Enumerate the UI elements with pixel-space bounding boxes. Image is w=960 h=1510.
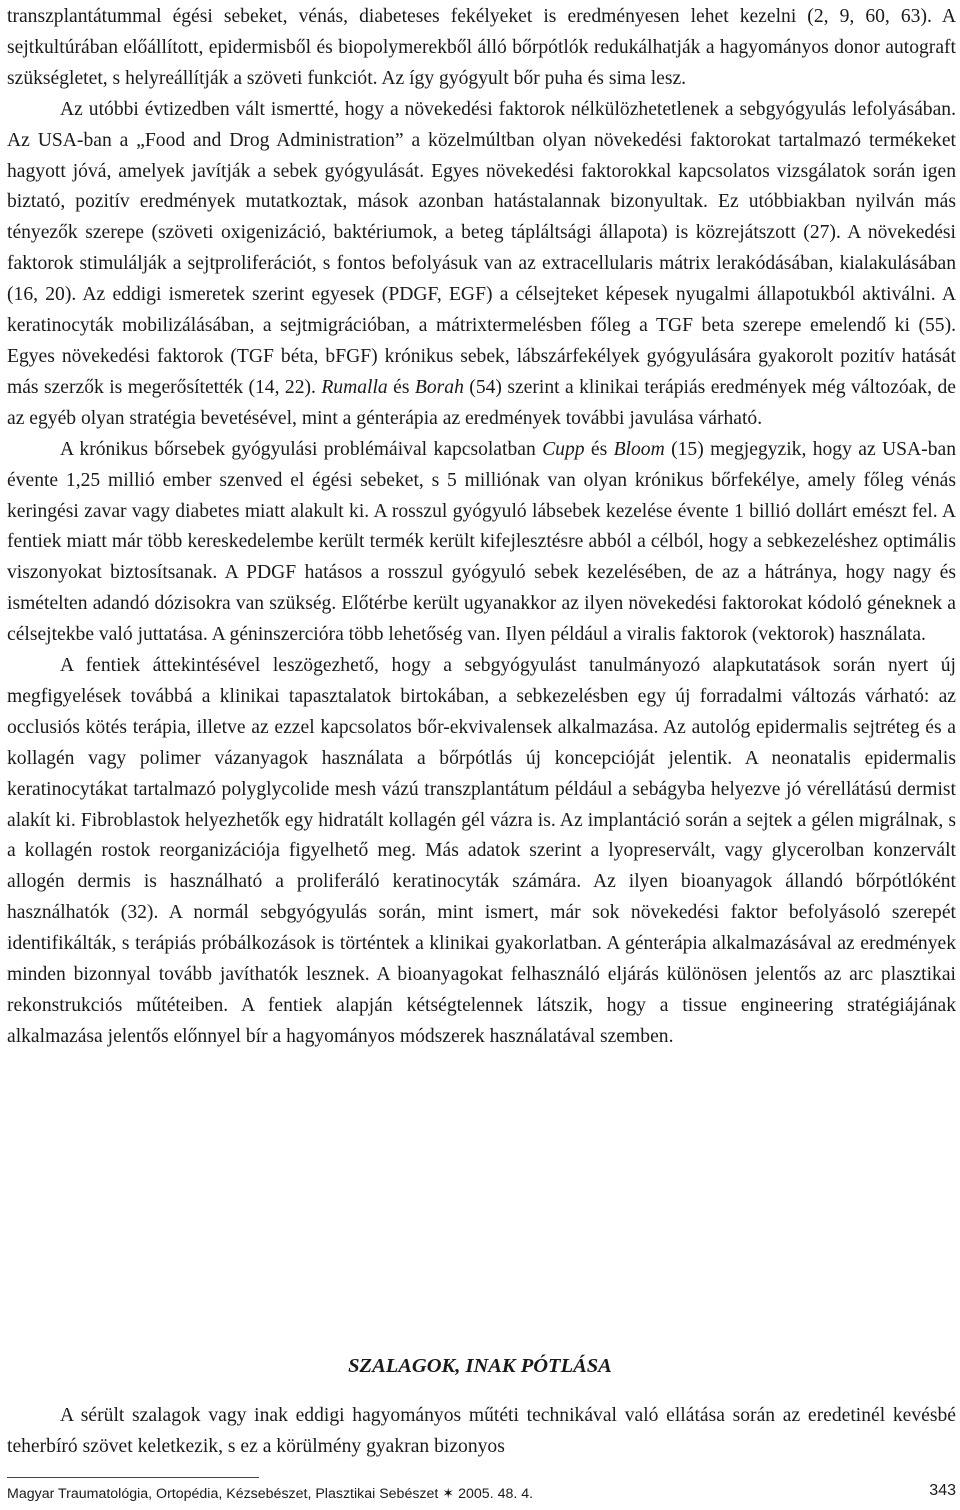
paragraph xyxy=(7,435,956,651)
footer-rule xyxy=(7,1477,259,1478)
paragraph xyxy=(7,2,956,95)
author-name: Cupp xyxy=(542,438,585,460)
author-name: Borah xyxy=(414,376,464,398)
journal-citation: Magyar Traumatológia, Ortopédia, Kézsebészet, Plasztikai Sebészet ✶ 2005. 48. 4. xyxy=(7,1486,534,1502)
page-footer xyxy=(7,1484,956,1506)
section-body xyxy=(7,1401,956,1463)
section-paragraph: A sérült szalagok vagy inak eddigi hagyományos műtéti technikával való ellátása során az eredetinél kevésbé teherbíró szövet keletkezik, s ez a körülmény gyakran bizonyos xyxy=(7,1405,956,1457)
paragraph xyxy=(7,95,956,435)
text-run: A krónikus bőrsebek gyógyulási problémáival kapcsolatban xyxy=(60,438,543,460)
text-run: (15) megjegyzik, hogy az USA-ban évente 1,25 millió ember szenved el égési sebeket, s 5 milliónak van olyan krónikus bőrfekélye, amely főleg vénás keringési zavar vagy diabetes miatt alakult ki. A rosszul gyógyuló lábsebek kezelése évente 1 billió dollárt emészt fel. A fentiek miatt már több kereskedelembe került termék került kifejlesztésre abból a célból, hogy a sebkezeléshez optimális viszonyokat biztosítsanak. A PDGF hatásos a rosszul gyógyuló sebek kezelésében, de az a hátránya, hogy nagy és ismételten adandó dózisokra van szükség. Előtérbe került ugyanakkor az ilyen növekedési faktorokat kódoló géneknek a célsejtekbe való juttatása. A géninszercióra több lehetőség van. Ilyen például a viralis faktorok (vektorok) használata. xyxy=(7,438,956,646)
text-run: (54) szerint a klinikai terápiás eredmények még változóak, de az egyéb olyan stratégia bevetésével, mint a génterápia az eredmények további javulása várható. xyxy=(7,376,956,429)
text-run: és xyxy=(584,438,614,460)
article-body xyxy=(7,2,956,1053)
page-number: 343 xyxy=(929,1482,956,1499)
author-name: Bloom xyxy=(613,438,665,460)
author-name: Rumalla xyxy=(321,376,388,398)
text-run: transzplantátummal égési sebeket, vénás, diabeteses fekélyeket is eredményesen lehet kezelni (2, 9, 60, 63). A sejtkultúrában előállított, epidermisből és biopolymerekből álló bőrpótlók redukálhatják a hagyományos donor autograft szükségletet, s helyreállítják a szöveti funkciót. Az így gyógyult bőr puha és sima lesz. xyxy=(7,6,956,89)
text-run: és xyxy=(387,376,415,398)
text-run: A fentiek áttekintésével leszögezhető, hogy a sebgyógyulást tanulmányozó alapkutatások során nyert új megfigyelések továbbá a klinikai tapasztalatok birtokában, a sebkezelésben egy új forradalmi változás várható: az occlusiós kötés terápia, illetve az ezzel kapcsolatos bőr-ekvivalensek alkalmazása. Az autológ epidermalis sejtréteg és a kollagén vagy polimer vázanyagok használata a bőrpótlás új koncepcióját jelentik. A neonatalis epidermalis keratinocytákat tartalmazó polyglycolide mesh vázú transzplantátum például a sebágyba helyezve jó vérellátású dermist alakít ki. Fibroblastok helyezhetők egy hidratált kollagén gél vázra is. Az implantáció során a sejtek a gélen migrálnak, s a kollagén rostok reorganizációja figyelhető meg. Más adatok szerint a lyopreservált, vagy glycerolban konzervált allogén dermis is használható a proliferáló keratinocyták számára. Az ilyen bioanyagok állandó bőrpótlóként használhatók (32). A normál sebgyógyulás során, mint ismert, már sok növekedési faktor befolyásoló szerepét identifikálták, s terápiás próbálkozások is történtek a klinikai gyakorlatban. A génterápia alkalmazásával az eredmények minden bizonnyal tovább javíthatók lesznek. A bioanyagokat felhasználó eljárás különösen jelentős az arc plasztikai rekonstrukciós műtéteiben. A fentiek alapján kétségtelennek látszik, hogy a tissue engineering stratégiájának alkalmazása jelentős előnnyel bír a hagyományos módszerek használatával szemben. xyxy=(7,655,956,1047)
text-run: Az utóbbi évtizedben vált ismertté, hogy a növekedési faktorok nélkülözhetetlenek a sebgyógyulás lefolyásában. Az USA-ban a „Food and Drog Administration” a közelmúltban olyan növekedési faktorokat tartalmazó termékeket hagyott jóvá, amelyek javítják a sebek gyógyulását. Egyes növekedési faktorokkal kapcsolatos vizsgálatok során igen biztató, pozitív eredmények mutatkoztak, mások azonban hatástalannak bizonyultak. Ez utóbbiakban nyilván más tényezők szerepe (szöveti oxigenizáció, baktériumok, a beteg tápláltsági állapota) is közrejátszott (27). A növekedési faktorok stimulálják a sejtproliferációt, s fontos befolyásuk van az extracellularis mátrix lerakódásában, kialakulásában (16, 20). Az eddigi ismeretek szerint egyesek (PDGF, EGF) a célsejteket képesek nyugalmi állapotukból aktiválni. A keratinocyták mobilizálásában, a sejtmigrációban, a mátrixtermelésben főleg a TGF beta szerepe emelendő ki (55). Egyes növekedési faktorok (TGF béta, bFGF) krónikus sebek, lábszárfekélyek gyógyulására gyakorolt pozitív hatását más szerzők is megerősítették (14, 22). xyxy=(7,98,956,398)
paragraph xyxy=(7,651,956,1053)
section-heading: SZALAGOK, INAK PÓTLÁSA xyxy=(348,1355,612,1377)
